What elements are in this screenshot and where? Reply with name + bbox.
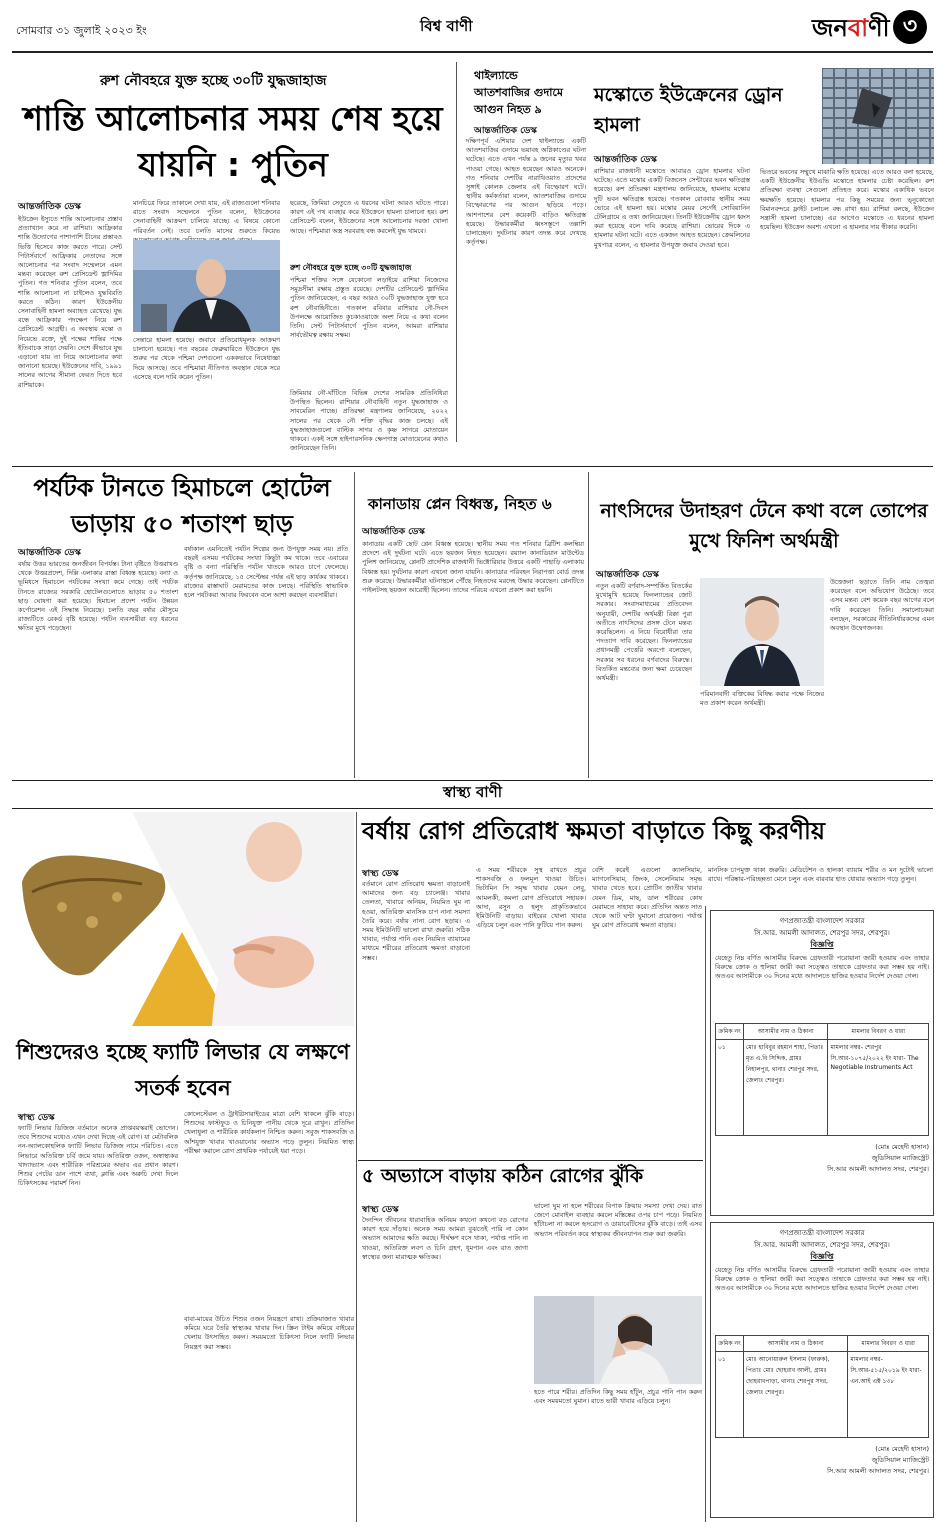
table-cell: ০১ — [716, 1040, 744, 1136]
notice-office: সি.আর. আমলী আদালত, শেরপুর সদর, শেরপুর। — [754, 929, 890, 937]
desk-label: স্বাস্থ্য ডেস্ক — [362, 1205, 399, 1215]
column-rule — [356, 812, 357, 1522]
story-body-col1: ফ্যাটি লিভার ডিজিজ বর্তমানে অনেক প্রাপ্তবয়স্করাই ভোগেন। তবে শিশুদের মধ্যেও এখন দেখা দিচ্ছে এই রোগ। যা মেটাবলিক নন-অ্যালকোহলিক ফ্যাটি লিভার ডিজিজ নামে পরিচিত। এতে লিভারে অতিরিক্ত চর্বি জমে যায়। অতিরিক্ত ওজন, অস্বাস্থ্যকর খাদ্যাভ্যাস এবং শারীরিক পরিশ্রমের অভাব এর প্রধান কারণ। শিশুর পেটের ডান পাশে ব্যথা, ক্লান্তি এবং অরুচি দেখা দিলে চিকিৎসকের পরামর্শ নিন। — [18, 1124, 178, 1188]
story-body-col2: মানচিত্রে ফিরে তাকালে দেখা যায়, এই রাজ্যগুলো শনিবার রাতে সংবাদ সম্মেলনে পুতিন বলেন, ইউক্রেনের সেনাবাহিনী আক্রমণ চালিয়ে যাচ্ছে। এ বিষয়ে কোনো পরিবর্তন নেই। তবে চলতি মাসের শুরুতে কিয়েভ — [133, 199, 280, 235]
table-header: মামলার বিবরণ ও ধারা — [848, 1336, 929, 1352]
story-headline: মস্কোতে ইউক্রেনের ড্রোন হামলা — [594, 84, 783, 136]
table-cell: ০১ — [716, 1352, 744, 1438]
story-headline: থাইল্যান্ডে আতশবাজির গুদামে আগুন নিহত ৯ — [474, 69, 564, 116]
table-header: ক্রমিক নং — [716, 1336, 744, 1352]
portrait-illustration — [700, 578, 824, 686]
court-notice-2 — [710, 1222, 934, 1518]
story-body-col2: উত্তেজনা ছড়াতে তিনি নাম তেজ্বরা করেছেন বলে অভিযোগ উঠেছে। তবে এসব মন্তব্য বেশ কয়েক বছর আগের বলে দাবি করেছেন তিনি। সমালোচকরা বলছেন, সরকারের নীতিনির্ধারকদের এমন অবস্থান উদ্বেগজনক। — [830, 578, 934, 633]
logo-part-1: জন — [812, 14, 848, 42]
desk-label: আন্তর্জাতিক ডেস্ক — [18, 548, 81, 558]
story-kicker: রুশ নৌবহরে যুক্ত হচ্ছে ৩০টি যুদ্ধজাহাজ — [100, 73, 327, 89]
story-body-col1: বর্তমানে রোগ প্রতিরোধ ক্ষমতা বাড়ানোই আমাদের জন্য বড় চ্যালেঞ্জ। খাবার তেলতা, খাবারে অনিয়ম, নিয়মিত ঘুম না হওয়া, অতিরিক্ত মানসিক চাপ নানা সমস্যা তৈরি করে। বর্ষায় নানা রোগ ছড়ায়। এ সময় ইমিউনিটি ভালো রাখা জরুরি। সঠিক খাবার, পর্যাপ্ত পানি এবং নিয়মিত ব্যায়ামের মাধ্যমে শরীরের প্রতিরোধ ক্ষমতা বাড়ানো সম্ভব। — [362, 880, 470, 962]
table-header: আসামীর নাম ও ঠিকানা — [744, 1024, 828, 1040]
column-rule — [456, 62, 457, 442]
health-rule-bottom — [12, 808, 933, 809]
notice-org: গণপ্রজাতন্ত্রী বাংলাদেশ সরকার — [779, 917, 865, 925]
story-body: কানাডায় একটি ছোট প্লেন বিধ্বস্ত হয়েছে। স্থানীয় সময় গত শনিবার ব্রিটিশ কলম্বিয়া প্রদেশে এই দুর্ঘটনা ঘটে। এতে ছয়জন নিহত হয়েছেন। রয়্যাল কানাডিয়ান মাউন্টেড পুলিশ জানিয়েছে, প্লেনটি প্রাদেশিক রাজধানী ভিক্টোরিয়ার উত্তরে একটি পাহাড়ি এলাকায় বিধ্বস্ত হয়। দুর্ঘটনার কারণ এখনো জানা যায়নি। কানাডার পরিবহন নিরাপত্তা বোর্ড তদন্ত শুরু করেছে। উদ্ধারকর্মীরা ঘটনাস্থলে পৌঁছে নিহতদের মরদেহ উদ্ধার করেছেন। প্লেনটিতে পাইলটসহ ছয়জন আরোহী ছিলেন। তাদের পরিচয় এখনো প্রকাশ করা হয়নি। — [362, 540, 584, 595]
tired-person-photo — [534, 1296, 702, 1384]
table-header: মামলার বিবরণ ও ধারা — [828, 1024, 929, 1040]
column-rule — [354, 472, 355, 778]
notice-title: বিজ্ঞপ্তি — [810, 940, 834, 949]
story-headline: ৫ অভ্যাসে বাড়ায় কঠিন রোগের ঝুঁকি — [362, 1165, 644, 1187]
table-header: আসামীর নাম ও ঠিকানা — [744, 1336, 848, 1352]
story-body-col2: ভালো ঘুম না হলে শরীরের বিপাক ক্রিয়ায় সমস্যা দেখা দেয়। রাত জেগে মোবাইল ব্যবহার করলে মস্তিষ্কের ওপর চাপ পড়ে। নিয়মিত হাঁটাচলা না করলে হৃদরোগ ও ডায়াবেটিসের ঝুঁকি বাড়ে। তাই এসব অভ্যাস পরিবর্তন করে স্বাস্থ্যকর জীবনযাপন শুরু করা জরুরি। — [534, 1202, 702, 1238]
story-body-col2b: হতে পারে শরীর। প্রতিদিন কিছু সময় হাঁটুন, প্রচুর পানি পান করুন এবং সময়মতো ঘুমান। রাতে ভারী খাবার এড়িয়ে চলুন। — [534, 1388, 702, 1406]
tired-person-illustration — [534, 1296, 702, 1384]
story-body-col2b: সেন্তারে হামলা হয়েছে। জবাবে প্রতিরোধমূলক আক্রমণ চালানো হয়েছে। গত বছরের ফেব্রুয়ারিতে ইউক্রেনে যুদ্ধ শুরুর পর থেকে পশ্চিমা দেশগুলো এককভাবে নিষেধাজ্ঞা দিয়ে আসছে। তবে পশ্চিমারা নীতিগত অবস্থান থেকে সরে এসেছে বলে দাবি করেন পুতিন। — [133, 336, 280, 381]
column-rule — [705, 906, 706, 1522]
story-body: নতুন একটি বর্ণবাদ-সম্পর্কিত বিতর্কের মুখোমুখি হয়েছে ফিনল্যান্ডের জোট সরকার। সংবাদমাধ্যমের প্রতিবেদন অনুযায়ী, দেশটির অর্থমন্ত্রী রিক্কা পুরা অতীতে নাৎসিদের প্রসঙ্গ টেনে মন্তব্য করেছিলেন। এ নিয়ে বিরোধীরা তার পদত্যাগ দাবি করেছেন। ফিনল্যান্ডের প্রধানমন্ত্রী পেত্তেরি অরপো বলেছেন, সরকার সব ধরনের বর্ণবাদের বিরুদ্ধে। বিতর্কিত মন্তব্যের জন্য ক্ষমা চেয়েছেন অর্থমন্ত্রী। — [596, 582, 692, 683]
desk-label: আন্তর্জাতিক ডেস্ক — [362, 527, 425, 537]
notice-body: যেহেতু নিম্ন বর্ণিত আসামীর বিরুদ্ধে গ্রেফতারী পরোয়ানা জারী হওয়ায় এবং তাহার বিরুদ্ধে ক্রোক ও হুলিয়া জারী করা সত্ত্বেও তাহাকে গ্রেফতার করা সম্ভব হয় নাই। অতএব আসামীকে ৩০ দিনের মধ্যে আদালতে হাজির হওয়ার নির্দেশ দেওয়া গেল। — [715, 954, 929, 981]
section-title: বিশ্ব বাণী — [420, 17, 473, 35]
story-headline: বর্ষায় রোগ প্রতিরোধ ক্ষমতা বাড়াতে কিছু করণীয় — [362, 817, 826, 845]
story-body-col3b: পশ্চিমা শক্তির সঙ্গে যেকোনো লড়াইয়ে রাশিয়া নিজেদের সমুদ্রসীমা রক্ষায় প্রস্তুত রয়েছে। দেশটির প্রেসিডেন্ট ভ্লাদিমির পুতিন জানিয়েছেন, এ বছর আরও ৩০টি যুদ্ধজাহাজ যুক্ত হবে রুশ নৌবাহিনীতে। গতকাল রবিবার রাশিয়ার নৌ-দিবস উপলক্ষে আয়োজিত কুচকাওয়াজে অংশ নিয়ে এ কথা বলেন তিনি। সেন্ট পিটার্সবার্গে পুতিন বলেন, আমরা রাশিয়ার সার্বভৌমত্ব রক্ষায় সক্ষম। — [290, 276, 448, 340]
court-notice-1 — [710, 910, 934, 1216]
drone-strike-photo — [822, 68, 934, 164]
page-number: ৩ — [902, 14, 918, 39]
portrait-illustration — [133, 240, 280, 332]
health-illustration — [12, 812, 354, 1026]
photo-caption: পরিমানবাদী বক্তিকের বিষিদ্ধ করার পক্ষে নিজের মত প্রকাশ করেন অর্থমন্ত্রী। — [700, 690, 824, 708]
signatory-name: (মোঃ মেহেদী হাসান) — [875, 1143, 929, 1151]
desk-label: আন্তর্জাতিক ডেস্ক — [18, 202, 81, 212]
story-body-col2: ভিতরে ভবনের সম্মুখে মাঝারি ক্ষতি হয়েছে। এতে আরও বলা হয়েছে, একটি ইউক্রেনীয় ইউএভি মস্কোতে হামলার চেষ্টা করেছিল। রুশ প্রতিরক্ষা ব্যবস্থা সেগুলো প্রতিহত করে। মস্কোর একাধিক ভবনে ক্ষয়ক্ষতি হয়েছে। হামলার পর কিছু সময়ের জন্য ভ্নুকোভো বিমানবন্দরে ফ্লাইট চলাচল বন্ধ রাখা হয়। রাশিয়া বলছে, ইউক্রেন সন্ত্রাসী হামলা চালাচ্ছে। এর আগেও মস্কোতে এ ধরনের হামলা হয়েছিল। ইউক্রেন অবশ্য এখনো এ হামলার দায় স্বীকার করেনি। — [760, 168, 934, 232]
story-body-col4: ক্রিমিয়ার নৌ-ঘাঁটিতে বিভিন্ন দেশের সামরিক প্রতিনিধিরা উপস্থিত ছিলেন। রাশিয়ার নৌবাহিনী নতুন যুদ্ধজাহাজ ও সাবমেরিন পাচ্ছে। প্রতিরক্ষা মন্ত্রণালয় জানিয়েছে, ২০২২ সালের পর থেকে নৌ শক্তি বৃদ্ধির কাজ চলছে। এই যুদ্ধজাহাজগুলো বাল্টিক সাগর ও কৃষ্ণ সাগরে মোতায়েন থাকবে। একই সঙ্গে হাইপারসনিক ক্ষেপণাস্ত্র মোতায়েনের কথাও জানিয়েছেন তিনি। — [290, 389, 448, 453]
notice-title: বিজ্ঞপ্তি — [810, 1252, 834, 1261]
desk-label: আন্তর্জাতিক ডেস্ক — [596, 570, 659, 580]
story-headline: কানাডায় প্লেন বিধ্বস্ত, নিহত ৬ — [368, 495, 552, 513]
newspaper-logo — [812, 10, 890, 50]
desk-label: আন্তর্জাতিক ডেস্ক — [594, 155, 657, 165]
damaged-building-illustration — [822, 68, 934, 164]
logo-part-2: বা — [847, 14, 869, 42]
story-body-col3: বাবা-মায়ের উচিত শিশুর ওজন নিয়ন্ত্রণে রাখা। প্রক্রিয়াজাত খাবার কমিয়ে ঘরে তৈরি স্বাস্থ্যকর খাবার দিন। স্ক্রিন টাইম কমিয়ে বাইরের খেলায় উৎসাহিত করুন। সময়মতো চিকিৎসা নিলে ফ্যাটি লিভার নিয়ন্ত্রণ করা সম্ভব। — [184, 1315, 354, 1351]
desk-label: স্বাস্থ্য ডেস্ক — [362, 869, 399, 879]
story-body-col4: মানসিক চাপমুক্ত থাকা জরুরি। মেডিটেশন ও হালকা ব্যায়াম শরীর ও মন দুটোই ভালো রাখে। পরিষ্কার-পরিচ্ছন্নতা মেনে চলুন এবং বারবার হাত ধোয়ার অভ্যাস গড়ে তুলুন। — [708, 866, 933, 884]
signatory-office: সি.আর আমলী আদালত সদর, শেরপুর। — [827, 1165, 929, 1173]
story-body-col2: কোলেস্টেরল ও ট্রাইগ্লিসারাইডের মাত্রা বেশি থাকলে ঝুঁকি বাড়ে। শিশুদের ফাস্টফুড ও চিনিযুক্ত পানীয় থেকে দূরে রাখুন। প্রতিদিন খেলাধুলা ও শারীরিক কার্যকলাপ নিশ্চিত করুন। সবুজ শাকসবজি ও আঁশযুক্ত খাবার খাওয়ানোর অভ্যাস গড়ে তুলুন। নিয়মিত স্বাস্থ্য পরীক্ষা করালে রোগ প্রাথমিক পর্যায়েই ধরা পড়ে। — [184, 1110, 354, 1155]
notice-office: সি.আর. আমলী আদালত, শেরপুর সদর, শেরপুর। — [754, 1241, 890, 1249]
notice-table — [715, 1023, 929, 1136]
table-cell: মামলার নম্বর- সি.আর-৫১৫/২০১৯ ইং ধারা- এন.আই এক্ট ১৩৮ — [848, 1352, 929, 1438]
masthead-rule — [12, 51, 933, 53]
notice-org: গণপ্রজাতন্ত্রী বাংলাদেশ সরকার — [779, 1229, 865, 1237]
table-cell: মোঃ হাবিবুর রহমান শাহা, পিতাঃ মৃত এ.বি সিদ্দিক, গ্রামঃ নিহালপুর, থানাঃ শেরপুর সদর, জেলাঃ শেরপুর। — [744, 1040, 828, 1136]
story-headline: শিশুদেরও হচ্ছে ফ্যাটি লিভার যে লক্ষণে সতর্ক হবেন — [16, 1040, 350, 1100]
story-headline: নাৎসিদের উদাহরণ টেনে কথা বলে তোপের মুখে ফিনিশ অর্থমন্ত্রী — [600, 500, 928, 552]
story-headline: পর্যটক টানতে হিমাচলে হোটেল ভাড়ায় ৫০ শতাংশ ছাড় — [33, 474, 331, 538]
story-body-col2: বর্ষাকাল এমনিতেই পর্যটন শিল্পের জন্য উপযুক্ত সময় নয়। প্রতি বছরই এসময় পর্যটকের সংখ্যা কিছুটা কম থাকে। তবে এবারের বৃষ্টি ও বন্যা পরিস্থিতি পর্যটন খাতকে আরও চাপে ফেলেছে। কর্তৃপক্ষ জানিয়েছে, ১৫ সেপ্টেম্বর পর্যন্ত এই ছাড় কার্যকর থাকবে। রাজ্যের রাস্তাঘাট মেরামতের কাজ চলছে। পরিস্থিতি স্বাভাবিক হলে পর্যটকরা আবার ফিরবেন বলে আশা করছেন ব্যবসায়ীরা। — [184, 545, 348, 600]
story-body-col1: ইউক্রেন ইস্যুতে শান্তি আলোচনার প্রস্তাব প্রত্যাখ্যান করে না রাশিয়া। আফ্রিকার শান্তি উদ্যোগের পাশাপাশি চীনের প্রস্তাবও ভিত্তি হিসেবে কাজ করতে পারে। সেন্ট পিটার্সবার্গে আফ্রিকার নেতাদের সঙ্গে আলোচনার পর সংবাদ সম্মেলনে এমন মন্তব্য করেছেন রুশ প্রেসিডেন্ট ভ্লাদিমির পুতিন। গত শনিবার পুতিন বলেন, তবে শান্তি আলোচনা না চাইলেও যুদ্ধবিরতি করতে কঠিন। কারণ ইউক্রেনীয় সেনাবাহিনী হামলা অব্যাহত রেখেছে। যুদ্ধ বন্ধে আফ্রিকার পদক্ষেপ নিয়ে রুশ প্রেসিডেন্ট আগ্রহী। এ অবস্থায় মস্কো ও নিয়েভে রক্তে, দুই পক্ষের শান্তির পক্ষে ইতিবাচক সাড়া দেয়নি। দেশে কীভাবে যুদ্ধ এড়ানো যায় তা নিয়ে আলোচনার কথা জানানো হয়েছে। ইউক্রেনের দাবি, ১৯৯১ সালের আগের সীমানা ফেরত দিতে হবে রাশিয়াকে। — [18, 215, 122, 389]
story-body-col1: রাশিয়ার রাজধানী মস্কোতে আবারও ড্রোন হামলার ঘটনা ঘটেছে। এতে মস্কোর একটি বিজনেস সেন্টারের ভবন ক্ষতিগ্রস্ত হয়েছে। রুশ প্রতিরক্ষা মন্ত্রণালয় জানিয়েছে, হামলায় মস্কোর দুটি ভবন ক্ষতিগ্রস্ত হয়েছে। গতকাল রোববার স্থানীয় সময় ভোরে এই হামলা হয়। মস্কোর মেয়র সের্গেই সোবিয়ানিন টেলিগ্রামে এ তথ্য জানিয়েছেন। তিনটি ইউক্রেনীয় ড্রোন ধ্বংস করা হয়েছে বলে দাবি করেছে রাশিয়া। ভোরের দিকে এ হামলার ঘটনা ঘটে। এতে একজন আহত হয়েছেন। ক্রেমলিনের মুখপাত্র বলেন, এ হামলার উপযুক্ত জবাব দেওয়া হবে। — [594, 167, 750, 249]
story-body-col2: এ সময় শরীরকে সুস্থ রাখতে প্রচুর শাকসবজি ও ফলমূল খাওয়া উচিত। ভিটামিন সি সমৃদ্ধ খাবার যেমন লেবু, আমলকী, কমলা রোগ প্রতিরোধে সহায়ক। আদা, রসুন ও হলুদ প্রাকৃতিকভাবে ইমিউনিটি বাড়ায়। বাইরের খোলা খাবার এড়িয়ে চলুন এবং পানি ফুটিয়ে পান করুন। — [476, 866, 586, 930]
table-header: ক্রমিক নং — [716, 1024, 744, 1040]
notice-body: যেহেতু নিম্ন বর্ণিত আসামীর বিরুদ্ধে গ্রেফতারী পরোয়ানা জারী হওয়ায় এবং তাহার বিরুদ্ধে ক্রোক ও হুলিয়া জারী করা সত্ত্বেও তাহাকে গ্রেফতার করা সম্ভব হয় নাই। অতএব আসামীকে ৩০ দিনের মধ্যে আদালতে হাজির হওয়ার নির্দেশ দেওয়া গেল। — [715, 1266, 929, 1293]
story-body: বর্ষায় উত্তর ভারতের জনজীবন বিপর্যস্ত। টানা বৃষ্টিতে উত্তরাখণ্ড থেকে উত্তরপ্রদেশ, দিল্লি এলাকার রাস্তা বিধ্বস্ত হয়েছে। বন্যা ও ভূমিধসে হিমাচলে পর্যটকের সংখ্যা কমে গেছে। তাই পর্যটক টানতে রাজ্যের সরকারি হোটেলগুলোতে ভাড়ায় ৫০ শতাংশ ছাড় ঘোষণা করা হয়েছে। হিমাচল প্রদেশ পর্যটন উন্নয়ন কর্পোরেশন এই সিদ্ধান্ত নিয়েছে। চলতি বছর বর্ষার মৌসুমে রাজ্যটিতে রেকর্ড বৃষ্টি হয়েছে। পর্যটন ব্যবসায়ীরা বড় ধরনের ক্ষতির মুখে পড়েছেন। — [18, 560, 178, 633]
story-headline: শান্তি আলোচনার সময় শেষ হয়ে যায়নি : পুতিন — [23, 99, 443, 184]
story-body-col3: বেশি করেই এগুলো ক্যালসিয়াম, ম্যাগনেসিয়াম, জিংক, সেলেনিয়াম সমৃদ্ধ খাবার খেতে হবে। প্রোটিন জাতীয় খাবার যেমন ডিম, মাছ, ডাল শরীরের কোষ মেরামতে সাহায্য করে। প্রতিদিন অন্তত সাত থেকে আট ঘণ্টা ঘুমানো প্রয়োজন। পর্যাপ্ত ঘুম রোগ প্রতিরোধ ক্ষমতা বাড়ায়। — [592, 866, 702, 930]
issue-date: সোমবার ৩১ জুলাই ২০২৩ ইং — [16, 24, 147, 37]
signatory-title: জুডিসিয়াল ম্যাজিস্ট্রেট — [871, 1456, 929, 1464]
health-rule-top — [12, 780, 933, 781]
table-cell: মোঃ আনোয়ারুল ইসলাম (ফারুক), পিতাঃ মোঃ ছোহরাব আলী, গ্রামঃ ছোহরাবপাড়া, থানাঃ শেরপুর সদর, জেলাঃ শেরপুর। — [744, 1352, 848, 1438]
page-number-badge — [893, 10, 927, 44]
putin-photo — [133, 240, 280, 332]
logo-part-3: ণী — [868, 14, 890, 42]
table-cell: মামলার নম্বর- শেরপুর সি.আর-১০৭৫/২০২২ ইং ধারা- The Negotiable Instruments Act — [828, 1040, 929, 1136]
signatory-office: সি.আর আমলী আদালত সদর, শেরপুর। — [827, 1467, 929, 1475]
finance-minister-photo — [700, 578, 824, 686]
notice-table — [715, 1335, 929, 1438]
table-row — [716, 1352, 929, 1438]
story-body-col3: ছরেছে, ক্রিমিয়া সেতুতে এ ধরনের ঘটনা আরও ঘটতে পারে। কারণ এই পথ ব্যবহার করে ইউক্রেনে হামলা চালানো হয়। রুশ প্রেসিডেন্ট বলেন, ইউক্রেনের সঙ্গে আলোচনার দরজা খোলা আছে। পশ্চিমারা অস্ত্র সরবরাহ বন্ধ করলেই যুদ্ধ থামবে। — [290, 199, 448, 235]
table-row — [716, 1040, 929, 1136]
desk-label: স্বাস্থ্য ডেস্ক — [18, 1113, 55, 1123]
column-rule — [588, 472, 589, 778]
liver-and-stomachache-illustration — [12, 812, 354, 1026]
section-divider — [358, 1160, 703, 1161]
signatory-title: জুডিসিয়াল ম্যাজিস্ট্রেট — [871, 1154, 929, 1162]
section-divider — [12, 466, 933, 467]
signatory-name: (মোঃ মেহেদী হাসান) — [875, 1445, 929, 1453]
story-subhead: রুশ নৌবহরে যুক্ত হচ্ছে ৩০টি যুদ্ধজাহাজ — [290, 263, 412, 272]
story-body-col1: দৈনন্দিন জীবনের ধারাবাহিক অনিয়ম কখনো কখনো বড় রোগের কারণ হয়ে দাঁড়ায়। অনেক সময় আমরা বুঝতেই পারি না কোন অভ্যাস আমাদের ক্ষতি করছে। দীর্ঘক্ষণ বসে থাকা, পর্যাপ্ত পানি না খাওয়া, অতিরিক্ত লবণ ও চিনি গ্রহণ, ধূমপান এবং রাত জাগা স্বাস্থ্যের জন্য মারাত্মক ক্ষতিকর। — [362, 1216, 528, 1261]
health-section-title: স্বাস্থ্য বাণী — [442, 783, 503, 801]
story-body: দক্ষিণপূর্ব এশিয়ার দেশ থাইল্যান্ডে একটি আতশবাজির গুদামে ভয়াবহ অগ্নিকাণ্ডের ঘটনা ঘটেছে। এতে এখন পর্যন্ত ৯ জনের মৃত্যুর খবর পাওয়া গেছে। আহত হয়েছেন আরও অনেকে। গত শনিবার দেশটির নারাথিওয়াত প্রদেশের সুঙ্গাই কোলক জেলায় এই বিস্ফোরণ ঘটে। স্থানীয় কর্মকর্তারা বলেন, আতশবাজির গুদামে বিস্ফোরণের পর আগুন ছড়িয়ে পড়ে। আশপাশের বেশ কয়েকটি বাড়িও ক্ষতিগ্রস্ত হয়েছে। উদ্ধারকর্মীরা ধ্বংসস্তূপে তল্লাশি চালাচ্ছেন। দুর্ঘটনার কারণ তদন্ত করে দেখছে কর্তৃপক্ষ। — [466, 137, 586, 247]
desk-label: আন্তর্জাতিক ডেস্ক — [474, 126, 537, 136]
